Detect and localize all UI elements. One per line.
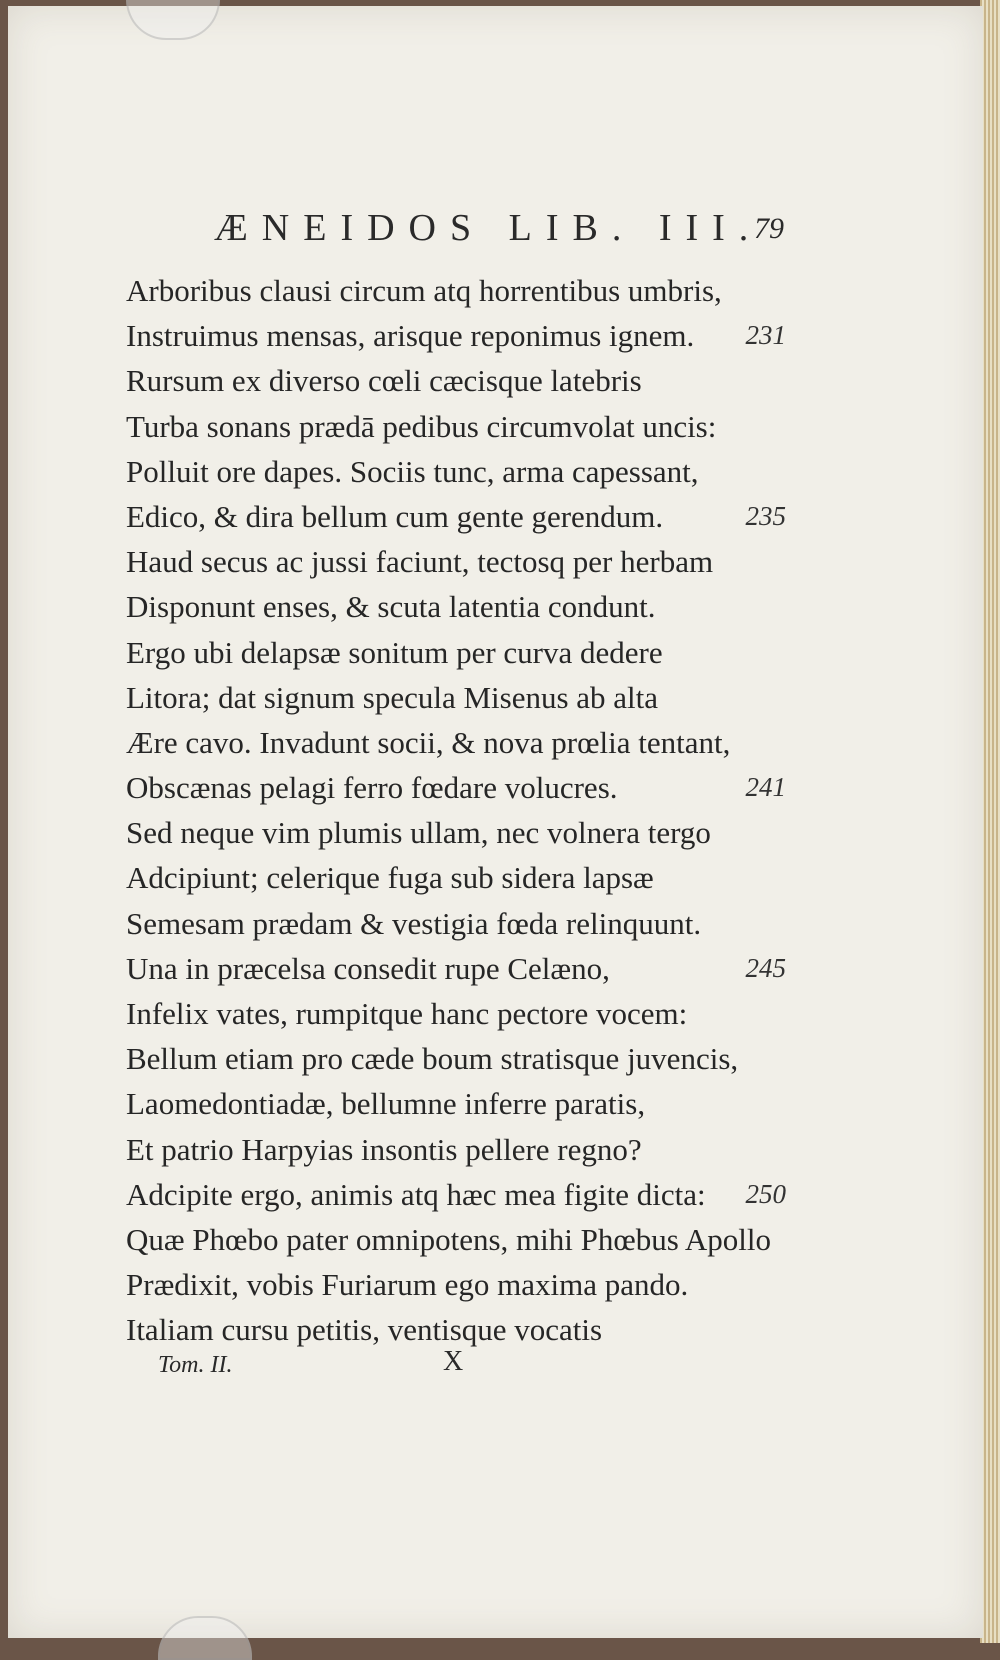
verse-line <box>126 810 786 855</box>
verse-line <box>126 268 786 313</box>
verse-line <box>126 765 786 810</box>
verse-line <box>126 313 786 358</box>
verse-line-text: Una in præcelsa consedit rupe Celæno, <box>126 950 610 986</box>
page-number: 79 <box>754 212 784 245</box>
verse-line <box>126 901 786 946</box>
verse-line <box>126 539 786 584</box>
verse-line <box>126 404 786 449</box>
verse-line <box>126 1217 786 1262</box>
verse-line <box>126 1262 786 1307</box>
verse-line-text: Litora; dat signum specula Misenus ab alta <box>126 679 659 715</box>
verse-line <box>126 449 786 494</box>
line-number: 250 <box>745 1178 786 1209</box>
verse-line-text: Ergo ubi delapsæ sonitum per curva dedere <box>126 634 663 670</box>
book-clip-top <box>126 0 220 40</box>
verse-line-text: Polluit ore dapes. Sociis tunc, arma capessant, <box>126 453 699 489</box>
verse-line <box>126 675 786 720</box>
verse-line <box>126 630 786 675</box>
running-head <box>214 206 784 256</box>
verse-line-text: Semesam prædam & vestigia fœda relinquunt. <box>126 905 702 941</box>
verse-line-text: Sed neque vim plumis ullam, nec volnera tergo <box>126 815 711 851</box>
verse-line-text: Haud secus ac jussi faciunt, tectosq per herbam <box>126 544 714 580</box>
line-number: 241 <box>745 772 786 803</box>
verse-line <box>126 1127 786 1172</box>
page-footer <box>158 1346 478 1386</box>
verse-line <box>126 720 786 765</box>
verse-line <box>126 1172 786 1217</box>
verse-line-text: Italiam cursu petitis, ventisque vocatis <box>126 1312 603 1348</box>
verse-line-text: Et patrio Harpyias insontis pellere regno? <box>126 1131 642 1167</box>
verse-line-text: Prædixit, vobis Furiarum ego maxima pando. <box>126 1267 689 1303</box>
signature-mark: X <box>443 1346 466 1377</box>
verse-line-text: Adcipite ergo, animis atq hæc mea figite dicta: <box>126 1176 706 1212</box>
verse-line-text: Bellum etiam pro cæde boum stratisque juvencis, <box>126 1041 739 1077</box>
verse-line <box>126 1081 786 1126</box>
line-number: 245 <box>745 952 786 983</box>
verse-line-text: Quæ Phœbo pater omnipotens, mihi Phœbus Apollo <box>126 1221 771 1257</box>
verse-line-text: Instruimus mensas, arisque reponimus ignem. <box>126 318 695 354</box>
verse-line-text: Obscænas pelagi ferro fœdare volucres. <box>126 770 618 806</box>
verse-line-text: Infelix vates, rumpitque hanc pectore vocem: <box>126 996 688 1031</box>
verse-line <box>126 855 786 900</box>
verse-line-text: Edico, & dira bellum cum gente gerendum. <box>126 498 664 534</box>
verse-line-text: Turba sonans prædā pedibus circumvolat uncis: <box>126 408 717 444</box>
line-number: 235 <box>745 500 786 531</box>
verse-line-text: Disponunt enses, & scuta latentia condunt. <box>126 589 656 625</box>
verse-line <box>126 1036 786 1081</box>
verse-line-text: Rursum ex diverso cœli cæcisque latebris <box>126 363 642 399</box>
verse-line-text: Ære cavo. Invadunt socii, & nova prœlia tentant, <box>126 724 731 760</box>
volume-mark: Tom. II. <box>158 1352 233 1378</box>
page-fore-edge <box>980 0 1000 1643</box>
book-clip-bottom <box>158 1616 252 1660</box>
verse-text <box>126 268 786 1353</box>
verse-line-text: Adcipiunt; celerique fuga sub sidera lapsæ <box>126 860 654 896</box>
verse-line <box>126 946 786 991</box>
verse-line-text: Laomedontiadæ, bellumne inferre paratis, <box>126 1086 646 1122</box>
verse-line <box>126 991 786 1036</box>
verse-line <box>126 584 786 629</box>
line-number: 231 <box>745 320 786 351</box>
running-head-title: ÆNEIDOS LIB. III. <box>214 207 763 249</box>
book-page <box>8 6 983 1638</box>
verse-line <box>126 358 786 403</box>
verse-line <box>126 494 786 539</box>
verse-line-text: Arboribus clausi circum atq horrentibus umbris, <box>126 273 722 308</box>
